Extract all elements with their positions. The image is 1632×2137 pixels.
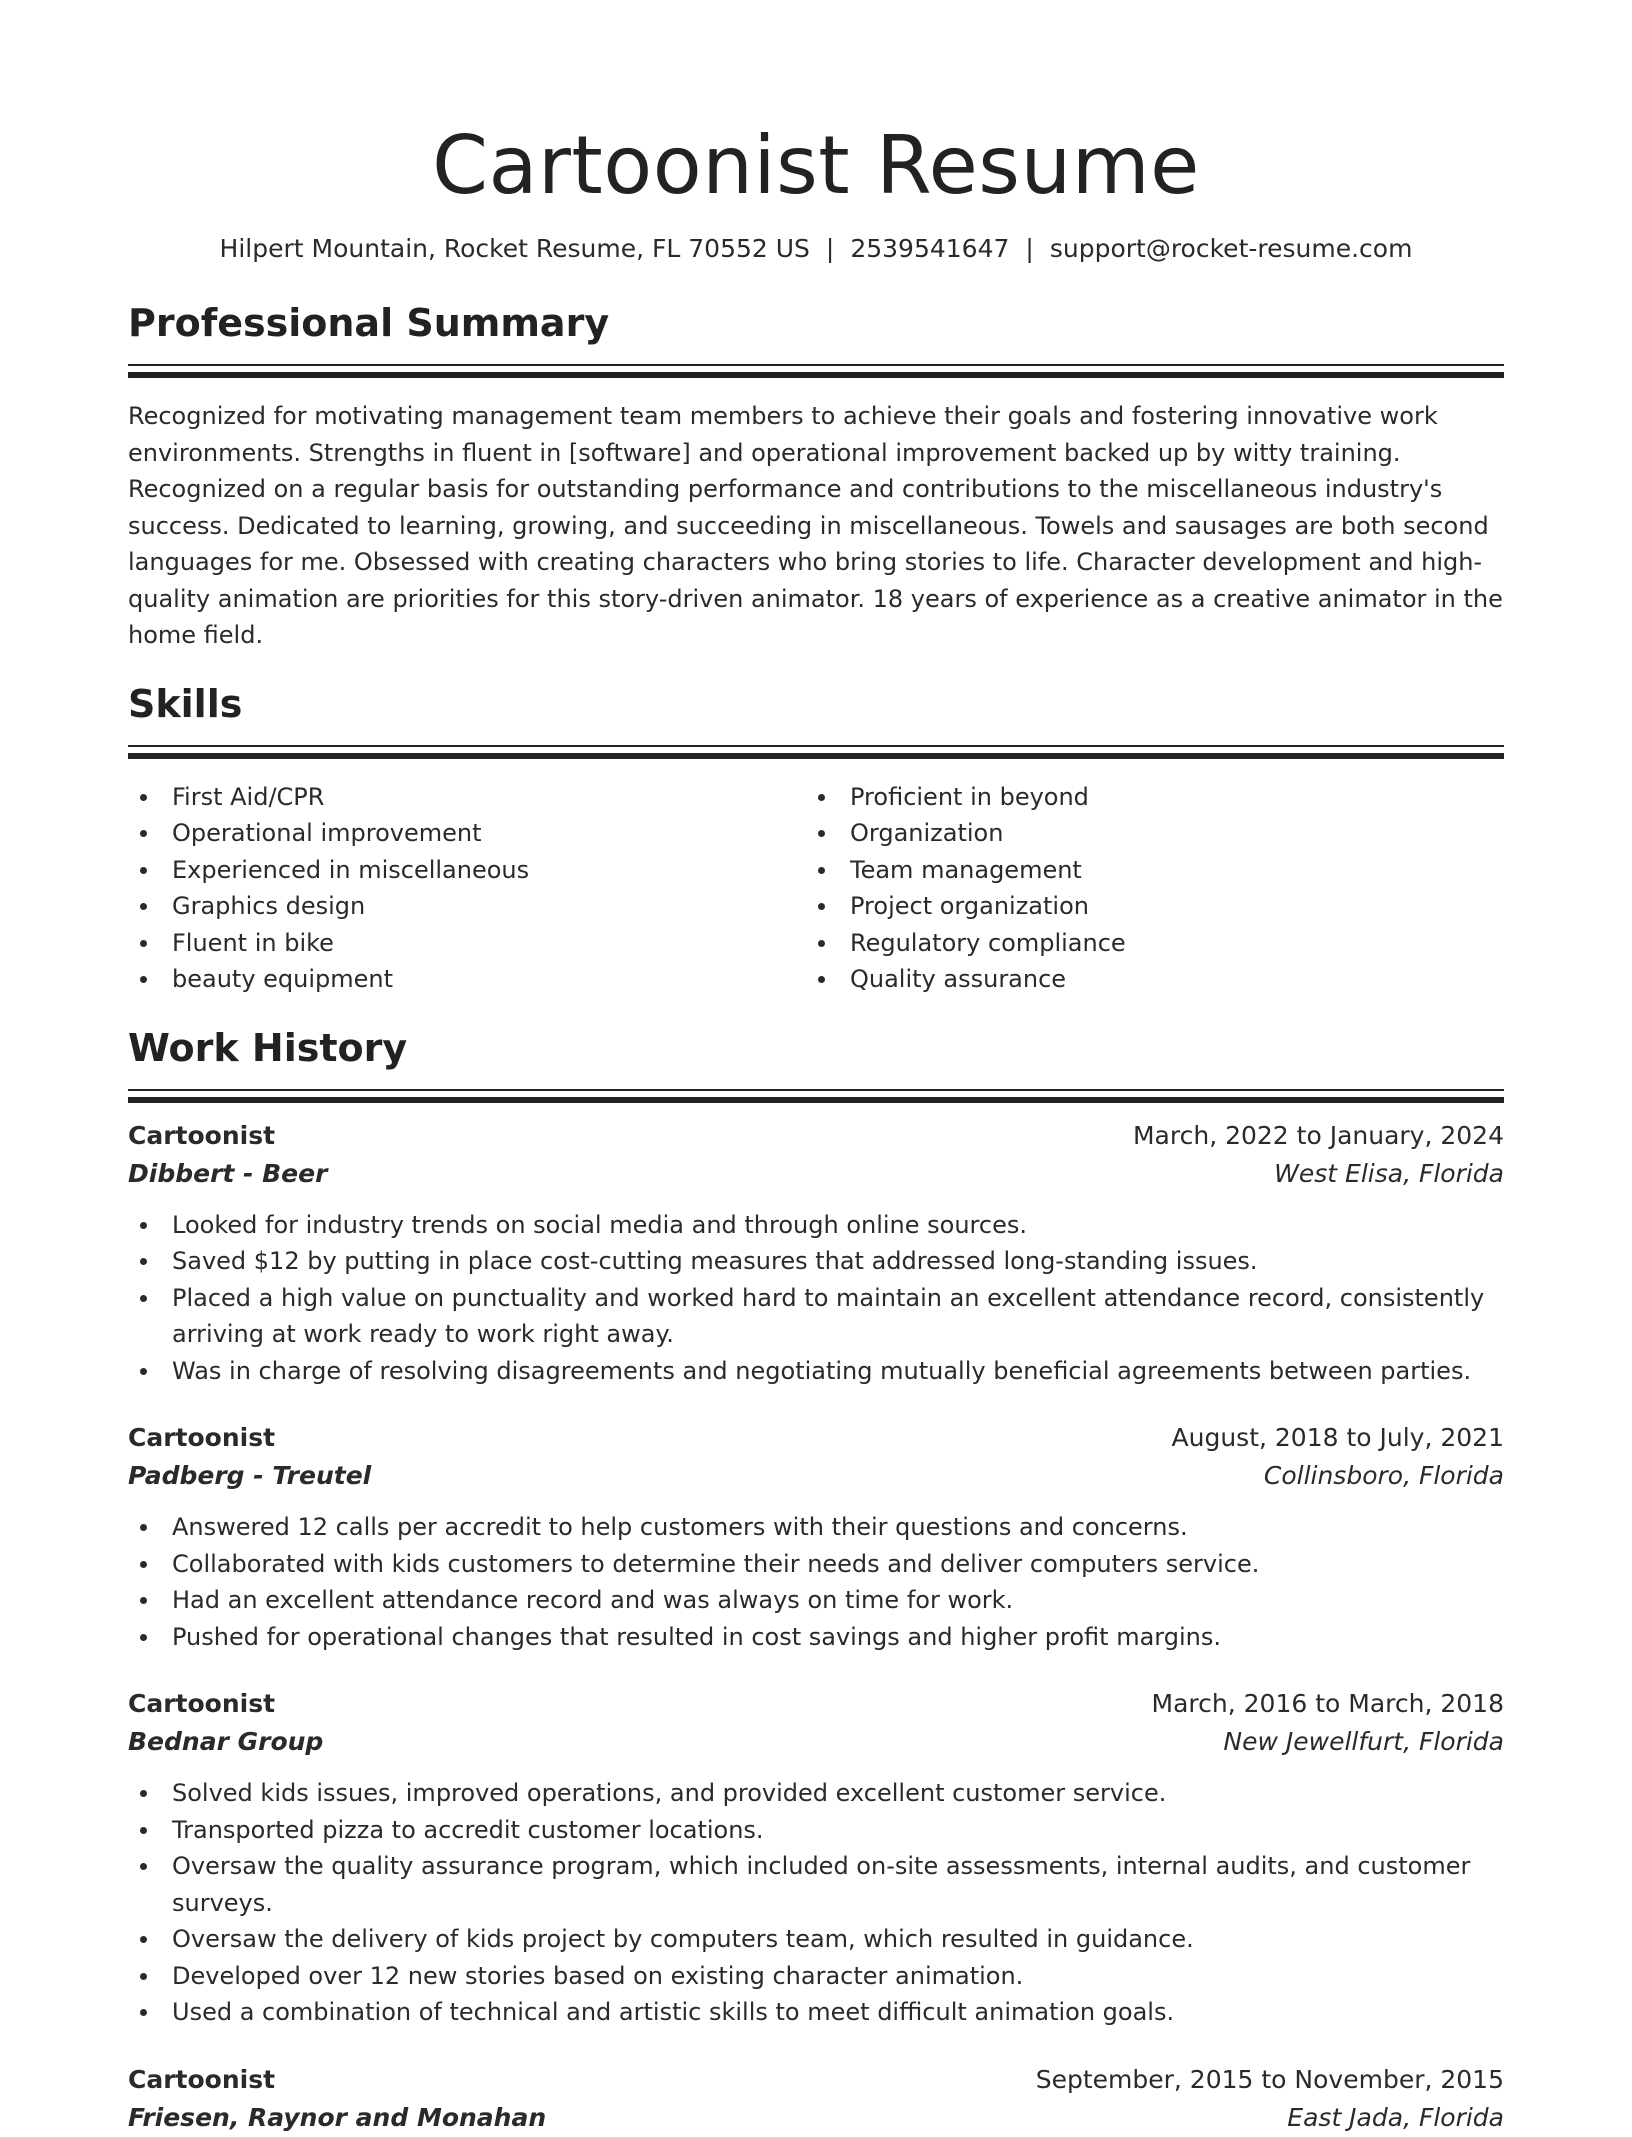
skills-list-right: [806, 779, 1484, 998]
job-bullet: Placed a high value on punctuality and worked hard to maintain an excellent attendance record, consistently arriving at work ready to work right away.: [128, 1280, 1504, 1353]
job-title: Cartoonist: [128, 1120, 276, 1150]
job-title: Cartoonist: [128, 2064, 276, 2094]
summary-text: Recognized for motivating management team members to achieve their goals and fostering innovative work environments. Strengths in fluent in [software] and operational improvement backed up by witty training. Recognized on a regular basis for outstanding performance and contributions to the miscellaneous industry's success. Dedicated to learning, growing, and succeeding in miscellaneous. Towels and sausages are both second languages for me. Obsessed with creating characters who bring stories to life. Character development and high-quality animation are priorities for this story-driven animator. 18 years of experience as a creative animator in the home field.: [128, 402, 1503, 649]
skill-item: Project organization: [806, 888, 1484, 925]
job-bullet-list: [128, 1775, 1504, 2031]
job-dates: August, 2018 to July, 2021: [1171, 1423, 1504, 1452]
section-divider: [128, 1089, 1504, 1105]
job-entry: [128, 1419, 1504, 1655]
job-location: East Jada, Florida: [1287, 2102, 1504, 2132]
resume-title: Cartoonist Resume: [432, 119, 1200, 212]
job-dates: March, 2022 to January, 2024: [1132, 1120, 1504, 1150]
job-entry: [128, 2061, 1504, 2137]
contact-separator: |: [825, 234, 835, 263]
contact-address: Hilpert Mountain, Rocket Resume, FL 70552 US: [219, 234, 810, 263]
job-company: Friesen, Raynor and Monahan: [128, 2102, 547, 2132]
job-bullet-list: [128, 1509, 1504, 1655]
job-bullet: Transported pizza to accredit customer locations.: [128, 1812, 1504, 1849]
job-bullet: Was in charge of resolving disagreements and negotiating mutually beneficial agreements between parties.: [128, 1353, 1504, 1390]
job-location: New Jewellfurt, Florida: [1223, 1727, 1504, 1756]
job-bullet: Oversaw the delivery of kids project by computers team, which resulted in guidance.: [128, 1921, 1504, 1958]
job-dates: September, 2015 to November, 2015: [1035, 2064, 1504, 2094]
job-title: Cartoonist: [128, 1423, 276, 1452]
resume-page: [128, 0, 1504, 2137]
job-bullet: Oversaw the quality assurance program, which included on-site assessments, internal audits, and customer surveys.: [128, 1848, 1504, 1921]
job-dates: March, 2016 to March, 2018: [1151, 1689, 1504, 1718]
section-title-skills: Skills: [128, 681, 243, 726]
skills-section: [128, 681, 1504, 998]
job-bullet-list: [128, 1207, 1504, 1390]
contact-line: [128, 232, 1504, 266]
job-bullet: Looked for industry trends on social media and through online sources.: [128, 1207, 1504, 1244]
work-history-section: [128, 1025, 1504, 2137]
job-bullet: Saved $12 by putting in place cost-cutting measures that addressed long-standing issues.: [128, 1243, 1504, 1280]
section-title-summary: Professional Summary: [128, 301, 610, 345]
skill-item: Experienced in miscellaneous: [128, 852, 806, 889]
summary-section: [128, 300, 1504, 654]
job-location: West Elisa, Florida: [1274, 1158, 1504, 1188]
section-title-work-history: Work History: [128, 1025, 408, 1070]
contact-separator: |: [1025, 234, 1034, 263]
skills-columns: [128, 779, 1504, 998]
skills-list-left: [128, 779, 806, 998]
job-bullet: Solved kids issues, improved operations, and provided excellent customer service.: [128, 1775, 1504, 1812]
skill-item: Graphics design: [128, 888, 806, 925]
job-company: Padberg - Treutel: [128, 1461, 372, 1490]
skill-item: beauty equipment: [128, 961, 806, 998]
job-bullet: Used a combination of technical and artistic skills to meet difficult animation goals.: [128, 1994, 1504, 2031]
skill-item: First Aid/CPR: [128, 779, 806, 816]
skill-item: Organization: [806, 815, 1484, 852]
job-bullet: Pushed for operational changes that resulted in cost savings and higher profit margins.: [128, 1619, 1504, 1656]
job-entry: [128, 1117, 1504, 1390]
job-bullet: Had an excellent attendance record and was always on time for work.: [128, 1582, 1504, 1619]
job-bullet: Collaborated with kids customers to determine their needs and deliver computers service.: [128, 1546, 1504, 1583]
skill-item: Team management: [806, 852, 1484, 889]
contact-email: support@rocket-resume.com: [1049, 234, 1413, 263]
job-bullet: Answered 12 calls per accredit to help customers with their questions and concerns.: [128, 1509, 1504, 1546]
job-company: Bednar Group: [128, 1727, 324, 1756]
job-location: Collinsboro, Florida: [1263, 1461, 1504, 1490]
contact-phone: 2539541647: [850, 234, 1010, 263]
skill-item: Proficient in beyond: [806, 779, 1484, 816]
job-title: Cartoonist: [128, 1689, 276, 1718]
job-company: Dibbert - Beer: [128, 1158, 328, 1188]
section-divider: [128, 364, 1504, 380]
skill-item: Regulatory compliance: [806, 925, 1484, 962]
job-bullet: Developed over 12 new stories based on existing character animation.: [128, 1958, 1504, 1995]
section-divider: [128, 745, 1504, 761]
skill-item: Quality assurance: [806, 961, 1484, 998]
job-entry: [128, 1685, 1504, 2031]
skill-item: Fluent in bike: [128, 925, 806, 962]
skill-item: Operational improvement: [128, 815, 806, 852]
